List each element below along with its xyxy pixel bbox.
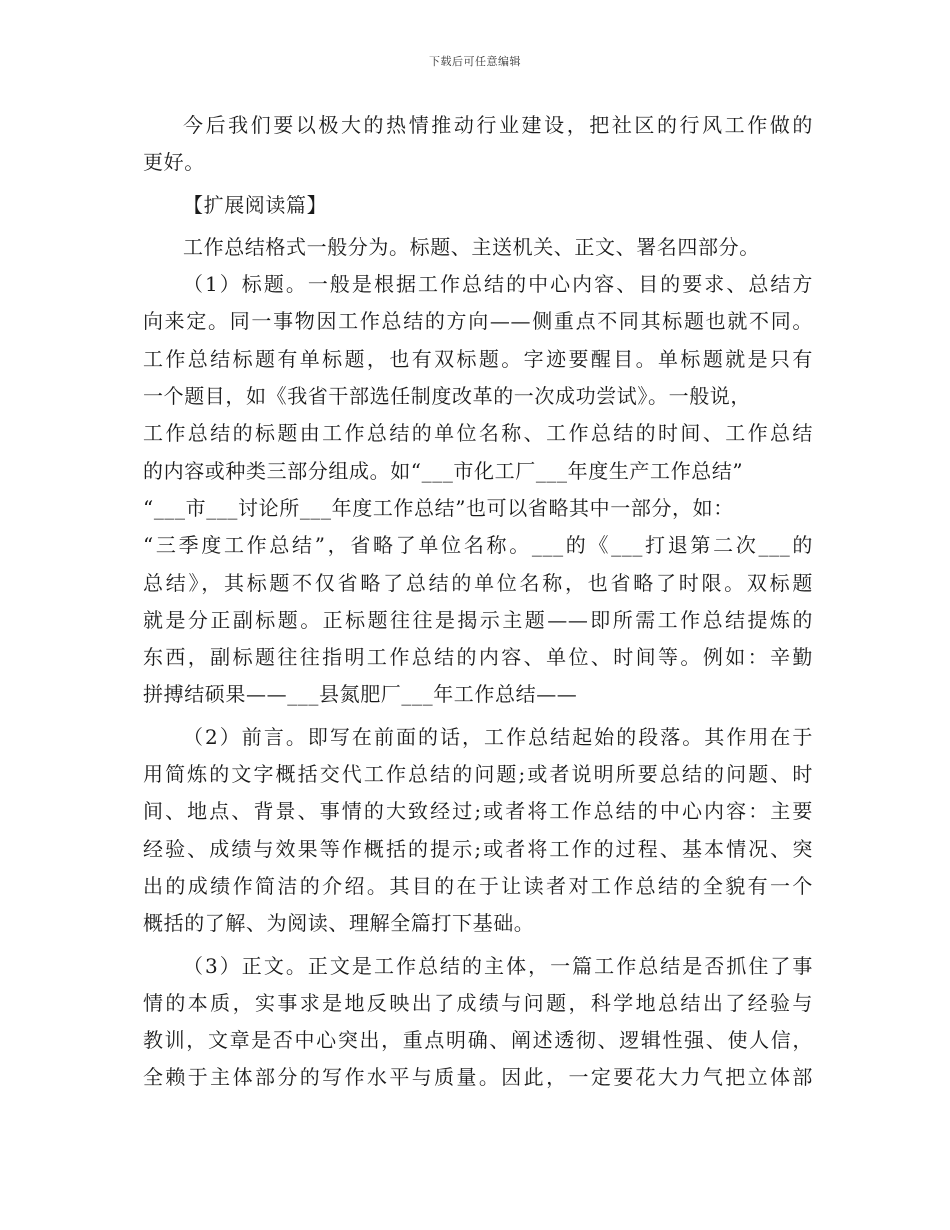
text-line: 今后我们要以极大的热情推动行业建设，把社区的行风工作做的	[183, 113, 813, 137]
text-line: “___市___讨论所___年度工作总结”也可以省略其中一部分，如：	[143, 495, 734, 520]
section-heading: 【扩展阅读篇】	[183, 192, 328, 217]
text-line: 工作总结标题有单标题，也有双标题。字迹要醒目。单标题就是只有	[143, 346, 813, 371]
paragraph-main-body-section	[143, 948, 813, 1097]
text-line: 教训，文章是否中心突出，重点明确、阐述透彻、逻辑性强、使人信，	[143, 1028, 813, 1053]
text-line: 就是分正副标题。正标题往往是揭示主题——即所需工作总结提炼的	[143, 607, 813, 632]
text-line: “三季度工作总结”，省略了单位名称。___的《___打退第二次___的	[143, 533, 813, 558]
document-body	[143, 107, 813, 1097]
text-line: （2）前言。即写在前面的话，工作总结起始的段落。其作用在于	[183, 724, 813, 749]
page-header-note: 下载后可任意编辑	[429, 55, 521, 68]
text-line: 更好。	[143, 150, 205, 175]
text-line: 总结》，其标题不仅省略了总结的单位名称，也省略了时限。双标题	[143, 570, 813, 595]
paragraph-format-intro	[143, 229, 813, 266]
text-line: 用简炼的文字概括交代工作总结的问题;或者说明所要总结的问题、时	[143, 762, 813, 787]
paragraph-title-section	[143, 266, 813, 714]
text-line: 东西，副标题往往指明工作总结的内容、单位、时间等。例如：辛勤	[143, 645, 813, 670]
text-line: （3）正文。正文是工作总结的主体，一篇工作总结是否抓住了事	[183, 953, 813, 978]
text-line: （1）标题。一般是根据工作总结的中心内容、目的要求、总结方	[183, 272, 813, 297]
text-line: 向来定。同一事物因工作总结的方向——侧重点不同其标题也就不同。	[143, 309, 813, 334]
text-line: 工作总结格式一般分为。标题、主送机关、正文、署名四部分。	[183, 234, 760, 259]
text-line: 全赖于主体部分的写作水平与质量。因此，一定要花大力气把立体部	[143, 1065, 813, 1090]
text-line: 的内容或种类三部分组成。如“___市化工厂___年度生产工作总结”	[143, 458, 744, 483]
text-line: 经验、成绩与效果等作概括的提示;或者将工作的过程、基本情况、突	[143, 836, 813, 861]
text-line: 情的本质，实事求是地反映出了成绩与问题，科学地总结出了经验与	[143, 990, 813, 1015]
paragraph-extended-reading-heading	[143, 187, 813, 224]
text-line: 概括的了解、为阅读、理解全篇打下基础。	[143, 911, 535, 936]
text-line: 出的成绩作简洁的介绍。其目的在于让读者对工作总结的全貌有一个	[143, 873, 813, 898]
paragraph-closing	[143, 107, 813, 182]
text-line: 间、地点、背景、事情的大致经过;或者将工作总结的中心内容：主要	[143, 799, 813, 824]
paragraph-preface-section	[143, 719, 813, 943]
text-line: 拼搏结硕果——___县氮肥厂___年工作总结——	[143, 682, 578, 707]
text-line: 一个题目，如《我省干部选任制度改革的一次成功尝试》。一般说，	[143, 384, 751, 409]
text-line: 工作总结的标题由工作总结的单位名称、工作总结的时间、工作总结	[143, 421, 813, 446]
